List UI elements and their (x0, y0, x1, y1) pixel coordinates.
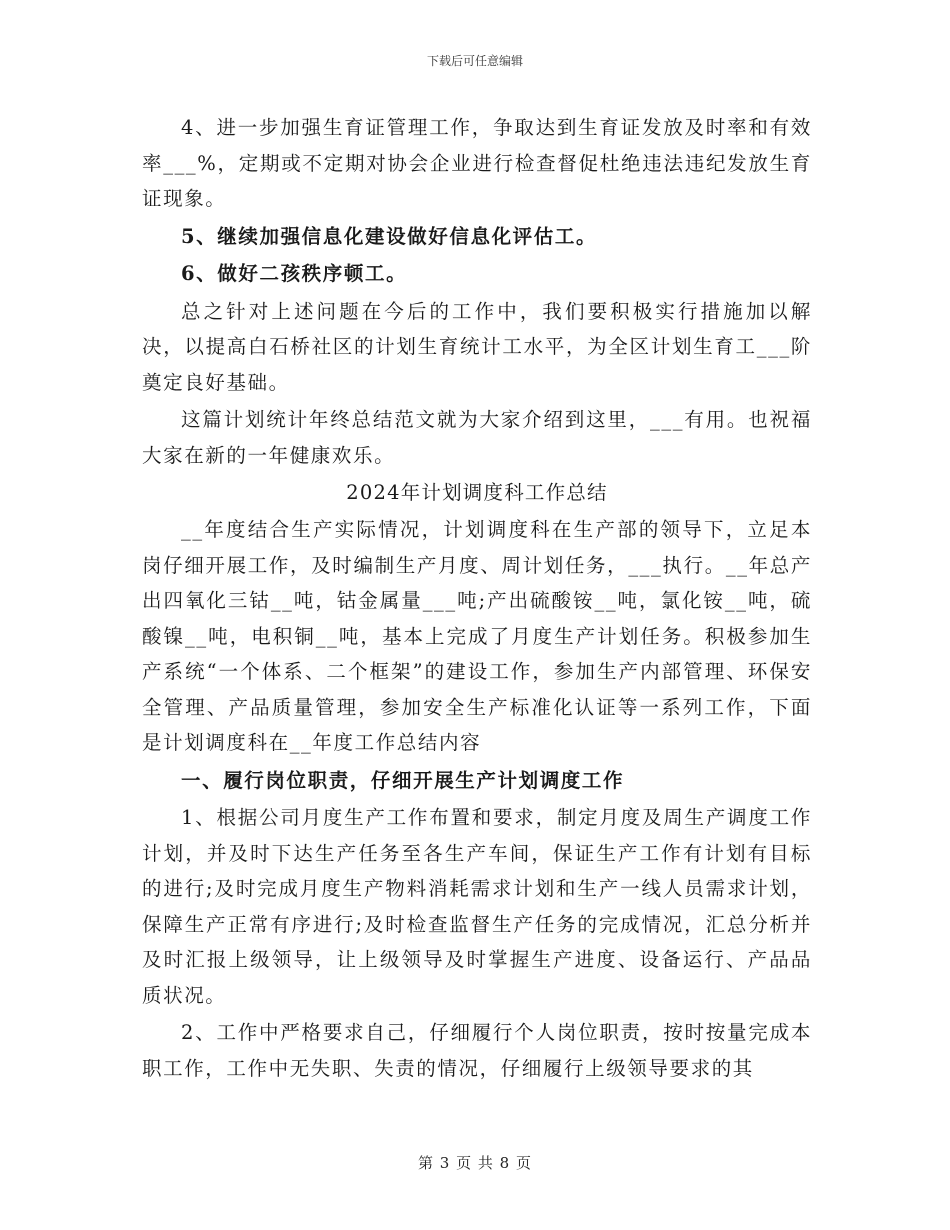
paragraph-point-1: 1、根据公司月度生产工作布置和要求，制定月度及周生产调度工作计划，并及时下达生产任务至各生产车间，保证生产工作有计划有目标的进行;及时完成月度生产物料消耗需求计划和生产一线人员需求计划，保障生产正常有序进行;及时检查监督生产任务的完成情况，汇总分析并及时汇报上级领导，让上级领导及时掌握生产进度、设备运行、产品品质状况。 (142, 806, 812, 1007)
page-number: 第 3 页 共 8 页 (418, 1154, 532, 1172)
paragraph-summary: 总之针对上述问题在今后的工作中，我们要积极实行措施加以解决，以提高白石桥社区的计划生育统计工水平，为全区计划生育工___阶奠定良好基础。 (142, 299, 812, 394)
document-body (142, 110, 812, 1088)
paragraph-item-5: 5、继续加强信息化建设做好信息化评估工。 (181, 224, 598, 248)
paragraph-point-2: 2、工作中严格要求自己，仔细履行个人岗位职责，按时按量完成本职工作，工作中无失职、失责的情况，仔细履行上级领导要求的其 (142, 1021, 812, 1080)
paragraph-item-6: 6、做好二孩秩序顿工。 (181, 262, 408, 285)
page-header: 下载后可任意编辑 (426, 54, 523, 68)
section-heading-1: 一、履行岗位职责，仔细开展生产计划调度工作 (181, 768, 625, 792)
paragraph-item-4: 4、进一步加强生育证管理工作，争取达到生育证发放及时率和有效率___%，定期或不定期对协会企业进行检查督促杜绝违法违纪发放生育证现象。 (142, 116, 812, 210)
paragraph-intro: __年度结合生产实际情况，计划调度科在生产部的领导下，立足本岗仔细开展工作，及时编制生产月度、周计划任务，___执行。__年总产出四氧化三钴__吨，钴金属量___吨;产出硫酸铵__吨，氯化铵__吨，硫酸镍__吨，电积铜__吨，基本上完成了月度生产计划任务。积极参加生产系统“一个体系、二个框架”的建设工作，参加生产内部管理、环保安全管理、产品质量管理，参加安全生产标准化认证等一系列工作，下面是计划调度科在__年度工作总结内容 (142, 518, 812, 754)
paragraph-closing: 这篇计划统计年终总结范文就为大家介绍到这里，___有用。也祝福大家在新的一年健康欢乐。 (142, 408, 812, 467)
section-title: 2024年计划调度科工作总结 (346, 481, 608, 504)
